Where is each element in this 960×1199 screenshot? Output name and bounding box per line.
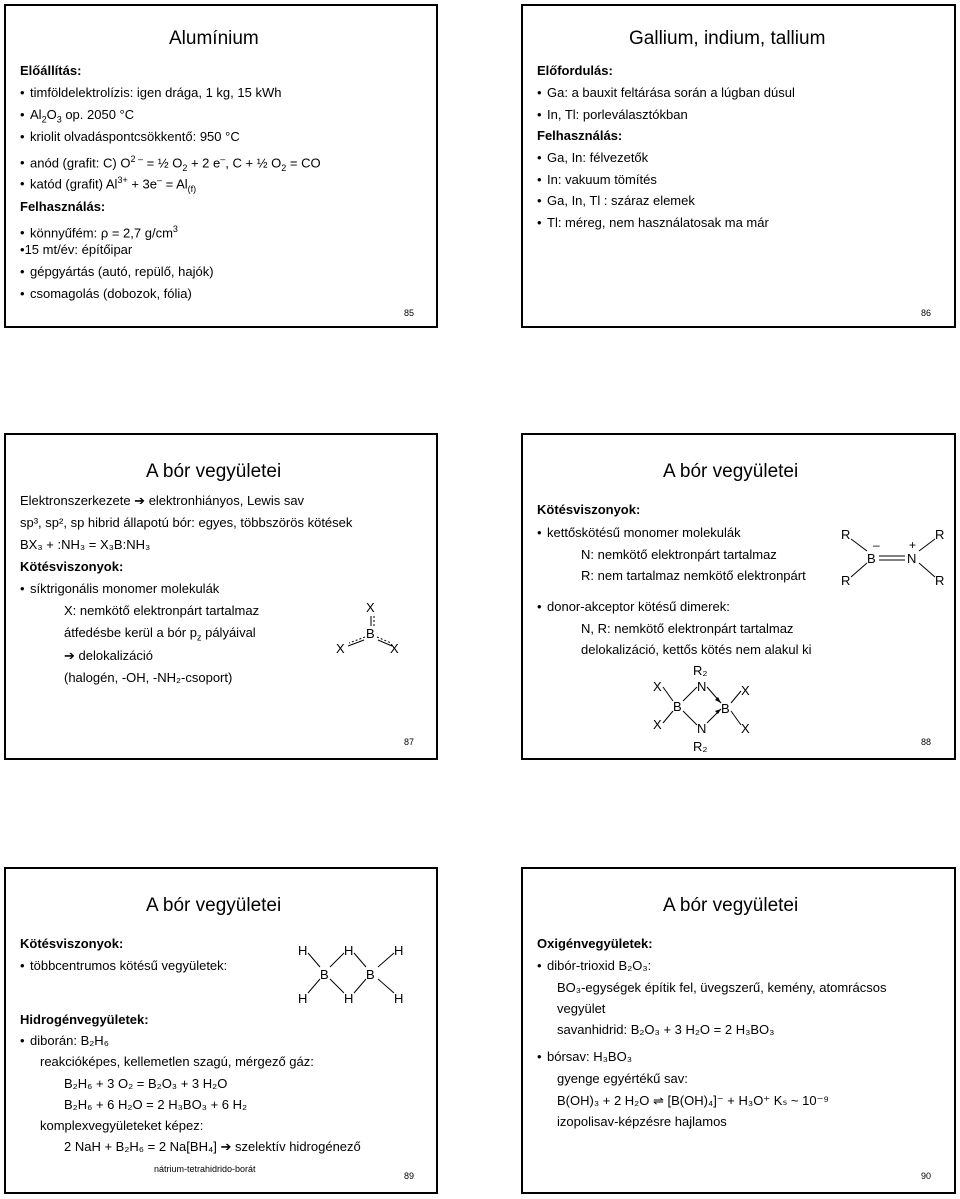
list-item: • diborán: B₂H₆ <box>20 1033 109 1049</box>
svg-text:X: X <box>741 721 750 736</box>
arrow-right-icon: ➔ <box>220 1139 232 1154</box>
list-item: • Ga, In: félvezetők <box>537 150 648 166</box>
text-line: R: nem tartalmaz nemkötő elektronpárt <box>581 568 806 583</box>
list-item: • In: vakuum tömítés <box>537 172 657 188</box>
svg-text:H: H <box>394 991 404 1006</box>
list-item: • bórsav: H₃BO₃ <box>537 1049 632 1065</box>
heading: Oxigénvegyületek: <box>537 936 653 951</box>
text-line: izopolisav-képzésre hajlamos <box>557 1114 727 1129</box>
list-item: • gépgyártás (autó, repülő, hajók) <box>20 264 214 280</box>
arrow-right-icon: ➔ <box>134 493 146 508</box>
svg-text:R: R <box>935 573 945 588</box>
text-line: (halogén, -OH, -NH₂-csoport) <box>64 670 233 685</box>
equation: savanhidrid: B₂O₃ + 3 H₂O = 2 H₃BO₃ <box>557 1022 775 1037</box>
svg-text:X: X <box>653 679 662 694</box>
text-line: BO₃-egységek építik fel, üvegszerű, kemény, atomrácsos <box>557 980 887 995</box>
text-line: N: nemkötő elektronpárt tartalmaz <box>581 547 777 562</box>
svg-text:H: H <box>344 991 354 1006</box>
list-item: • síktrigonális monomer molekulák <box>20 581 219 597</box>
svg-text:N: N <box>697 721 707 736</box>
list-item: • kettőskötésű monomer molekulák <box>537 525 741 541</box>
equation: 2 NaH + B₂H₆ = 2 Na[BH₄] ➔ szelektív hidrogénező <box>64 1139 361 1154</box>
svg-text:R: R <box>841 527 851 542</box>
diborane-molecule-diagram <box>290 941 414 1011</box>
page-number: 86 <box>921 308 932 318</box>
list-item: • katód (grafit) $Al^{3+} + 3e^- = Al_{(f)}$ <box>20 172 196 197</box>
text-line: gyenge egyértékű sav: <box>557 1071 688 1086</box>
slide-89 <box>4 867 438 1194</box>
svg-text:X: X <box>653 717 662 732</box>
svg-text:B: B <box>673 699 682 714</box>
list-item: • donor-akceptor kötésű dimerek: <box>537 599 730 615</box>
text-line: átfedésbe kerül a bór $p_z$ pályáival <box>64 625 256 643</box>
x-atom: X <box>390 641 399 656</box>
heading: Felhasználás: <box>537 128 623 143</box>
list-item: •15 mt/év: építőipar <box>20 242 133 257</box>
text-line: Elektronszerkezete ➔ elektronhiányos, Lewis sav <box>20 493 305 508</box>
heading: Kötésviszonyok: <box>20 559 124 574</box>
page-number: 88 <box>921 737 932 747</box>
svg-text:–: – <box>873 538 880 552</box>
svg-text:B: B <box>320 967 329 982</box>
text-line: delokalizáció, kettős kötés nem alakul ki <box>581 642 812 657</box>
text-line: sp³, sp², sp hibrid állapotú bór: egyes, többszörös kötések <box>20 515 353 530</box>
text-line: vegyület <box>557 1001 606 1016</box>
svg-text:H: H <box>344 943 354 958</box>
heading: Kötésviszonyok: <box>20 936 124 951</box>
x-atom: X <box>336 641 345 656</box>
svg-text:X: X <box>741 683 750 698</box>
arrow-right-icon: ➔ <box>64 648 75 663</box>
slide-title: A bór vegyületei <box>146 895 282 916</box>
heading: Előállítás: <box>20 63 82 78</box>
svg-text:+: + <box>909 538 917 552</box>
heading: Előfordulás: <box>537 63 613 78</box>
equilibrium-arrow-icon: ⇌ <box>652 1093 664 1108</box>
b-atom: B <box>366 626 375 641</box>
bx3-molecule-diagram <box>330 590 410 660</box>
list-item: • $Al_2O_3$ op. 2050 °C <box>20 107 134 128</box>
svg-text:R: R <box>841 573 851 588</box>
slide-title: A bór vegyületei <box>663 461 799 482</box>
list-item: • kriolit olvadáspontcsökkentő: 950 °C <box>20 129 240 145</box>
page-number: 87 <box>404 737 415 747</box>
list-item: • dibór-trioxid B₂O₃: <box>537 958 651 974</box>
list-item: • Tl: méreg, nem használatosak ma már <box>537 215 769 231</box>
svg-text:R₂: R₂ <box>693 739 708 754</box>
heading: Felhasználás: <box>20 199 106 214</box>
list-item: • könnyűfém: ρ = 2,7 $g/cm^3$ <box>20 221 178 241</box>
list-item: • többcentrumos kötésű vegyületek: <box>20 958 227 974</box>
list-item: • In, Tl: porleválasztókban <box>537 107 688 123</box>
svg-text:R₂: R₂ <box>693 663 708 678</box>
heading: Kötésviszonyok: <box>537 502 641 517</box>
donor-acceptor-dimer-diagram <box>645 661 765 757</box>
page-number: 89 <box>404 1171 415 1181</box>
text-line: ➔ delokalizáció <box>64 648 153 663</box>
svg-text:B: B <box>721 701 730 716</box>
svg-text:R: R <box>935 527 945 542</box>
equation: B₂H₆ + 6 H₂O = 2 H₃BO₃ + 6 H₂ <box>64 1097 248 1112</box>
page-number: 90 <box>921 1171 932 1181</box>
equation: B₂H₆ + 3 O₂ = B₂O₃ + 3 H₂O <box>64 1076 228 1091</box>
slide-title: A bór vegyületei <box>146 461 282 482</box>
svg-text:B: B <box>366 967 375 982</box>
svg-text:H: H <box>298 943 308 958</box>
heading: Hidrogénvegyületek: <box>20 1012 149 1027</box>
list-item: • timföldelektrolízis: igen drága, 1 kg, 15 kWh <box>20 85 281 101</box>
svg-text:N: N <box>697 679 707 694</box>
slide-title: Gallium, indium, tallium <box>629 28 826 49</box>
text-line: BX₃ + :NH₃ = X₃B:NH₃ <box>20 537 151 552</box>
text-line: X: nemkötő elektronpárt tartalmaz <box>64 603 260 618</box>
text-line: N, R: nemkötő elektronpárt tartalmaz <box>581 621 794 636</box>
slide-90 <box>521 867 956 1194</box>
r2b-nr2-monomer-diagram <box>837 523 952 593</box>
equation: B(OH)₃ + 2 H₂O ⇌ [B(OH)₄]⁻ + H₃O⁺ Kₛ ~ 10⁻⁹ <box>557 1093 829 1108</box>
slide-85 <box>4 4 438 328</box>
svg-text:B: B <box>867 551 876 566</box>
slide-87 <box>4 433 438 760</box>
text-line: reakcióképes, kellemetlen szagú, mérgező gáz: <box>40 1054 314 1069</box>
svg-text:H: H <box>394 943 404 958</box>
slide-88 <box>521 433 956 760</box>
list-item: • anód (grafit: C) $O^{2 -}$ = ½ $O_2 + 2$ e–, C + ½ $O_2$ = CO <box>20 151 321 176</box>
list-item: • Ga: a bauxit feltárása során a lúgban dúsul <box>537 85 795 101</box>
page-number: 85 <box>404 308 415 318</box>
svg-text:H: H <box>298 991 308 1006</box>
list-item: • Ga, In, Tl : száraz elemek <box>537 193 695 209</box>
x-atom: X <box>366 600 375 615</box>
slide-title: Alumínium <box>169 28 259 49</box>
text-line: komplexvegyületeket képez: <box>40 1118 204 1133</box>
slide-86 <box>521 4 956 328</box>
list-item: • csomagolás (dobozok, fólia) <box>20 286 192 302</box>
slide-title: A bór vegyületei <box>663 895 799 916</box>
caption: nátrium-tetrahidrido-borát <box>154 1164 256 1174</box>
svg-text:N: N <box>907 551 917 566</box>
